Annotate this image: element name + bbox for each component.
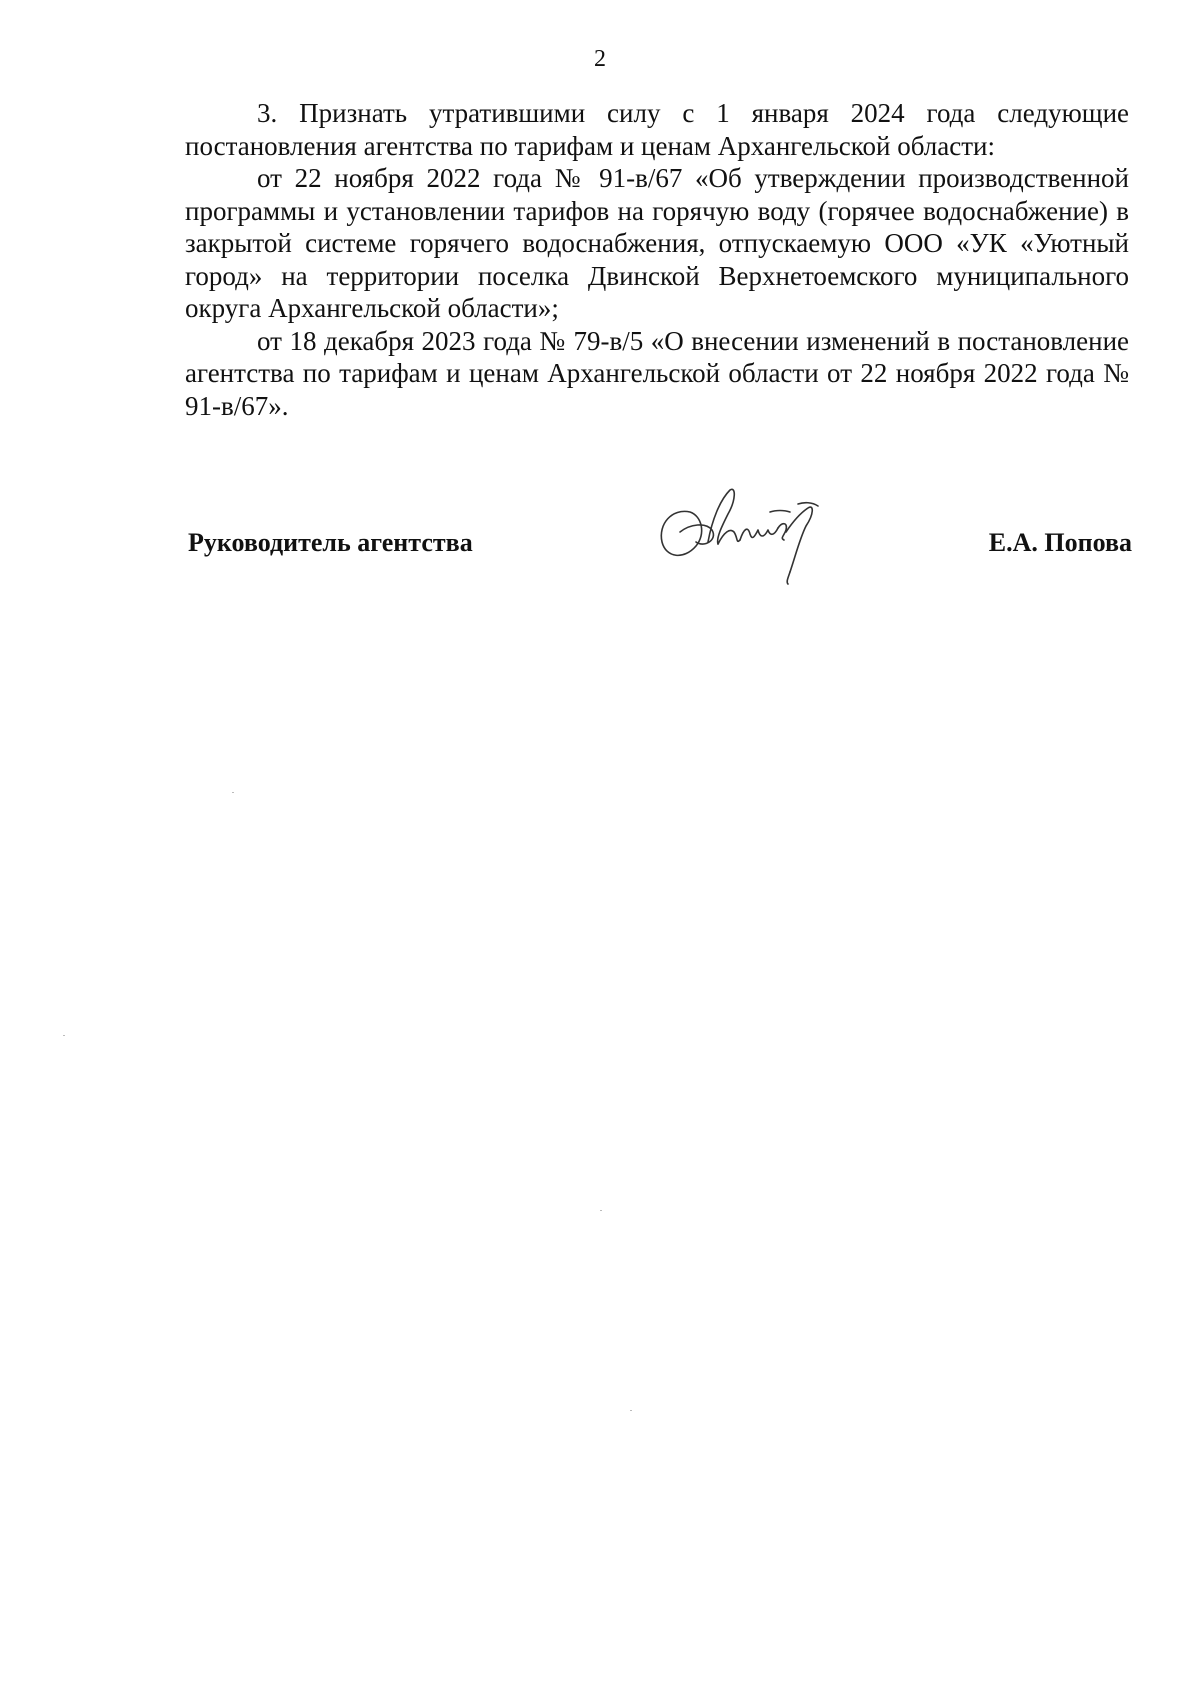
scan-speck	[600, 1210, 602, 1211]
paragraph-item-3: 3. Признать утратившими силу с 1 января 2024 года следующие постановления агентства по тарифам и ценам Архангельской области:	[185, 98, 1129, 161]
handwritten-signature	[650, 482, 835, 587]
scan-speck	[630, 1410, 632, 1411]
signer-name: Е.А. Попова	[988, 528, 1132, 557]
paragraph-resolution-1: от 22 ноября 2022 года № 91-в/67 «Об утверждении производственной программы и установлении тарифов на горячую воду (горячее водоснабжение) в закрытой системе горячего водоснабжения, отпускаемую ООО «УК «Уютный город» на территории поселка Двинской Верхнетоемского муниципального округа Архангельской области»;	[185, 163, 1129, 323]
scan-speck	[232, 792, 234, 793]
paragraph-resolution-2: от 18 декабря 2023 года № 79-в/5 «О внесении изменений в постановление агентства по тарифам и ценам Архангельской области от 22 ноября 2022 года № 91-в/67».	[185, 325, 1129, 421]
signer-title: Руководитель агентства	[188, 528, 473, 557]
document-body	[185, 97, 1129, 422]
page-number: 2	[594, 46, 606, 72]
scan-speck	[63, 1035, 65, 1036]
